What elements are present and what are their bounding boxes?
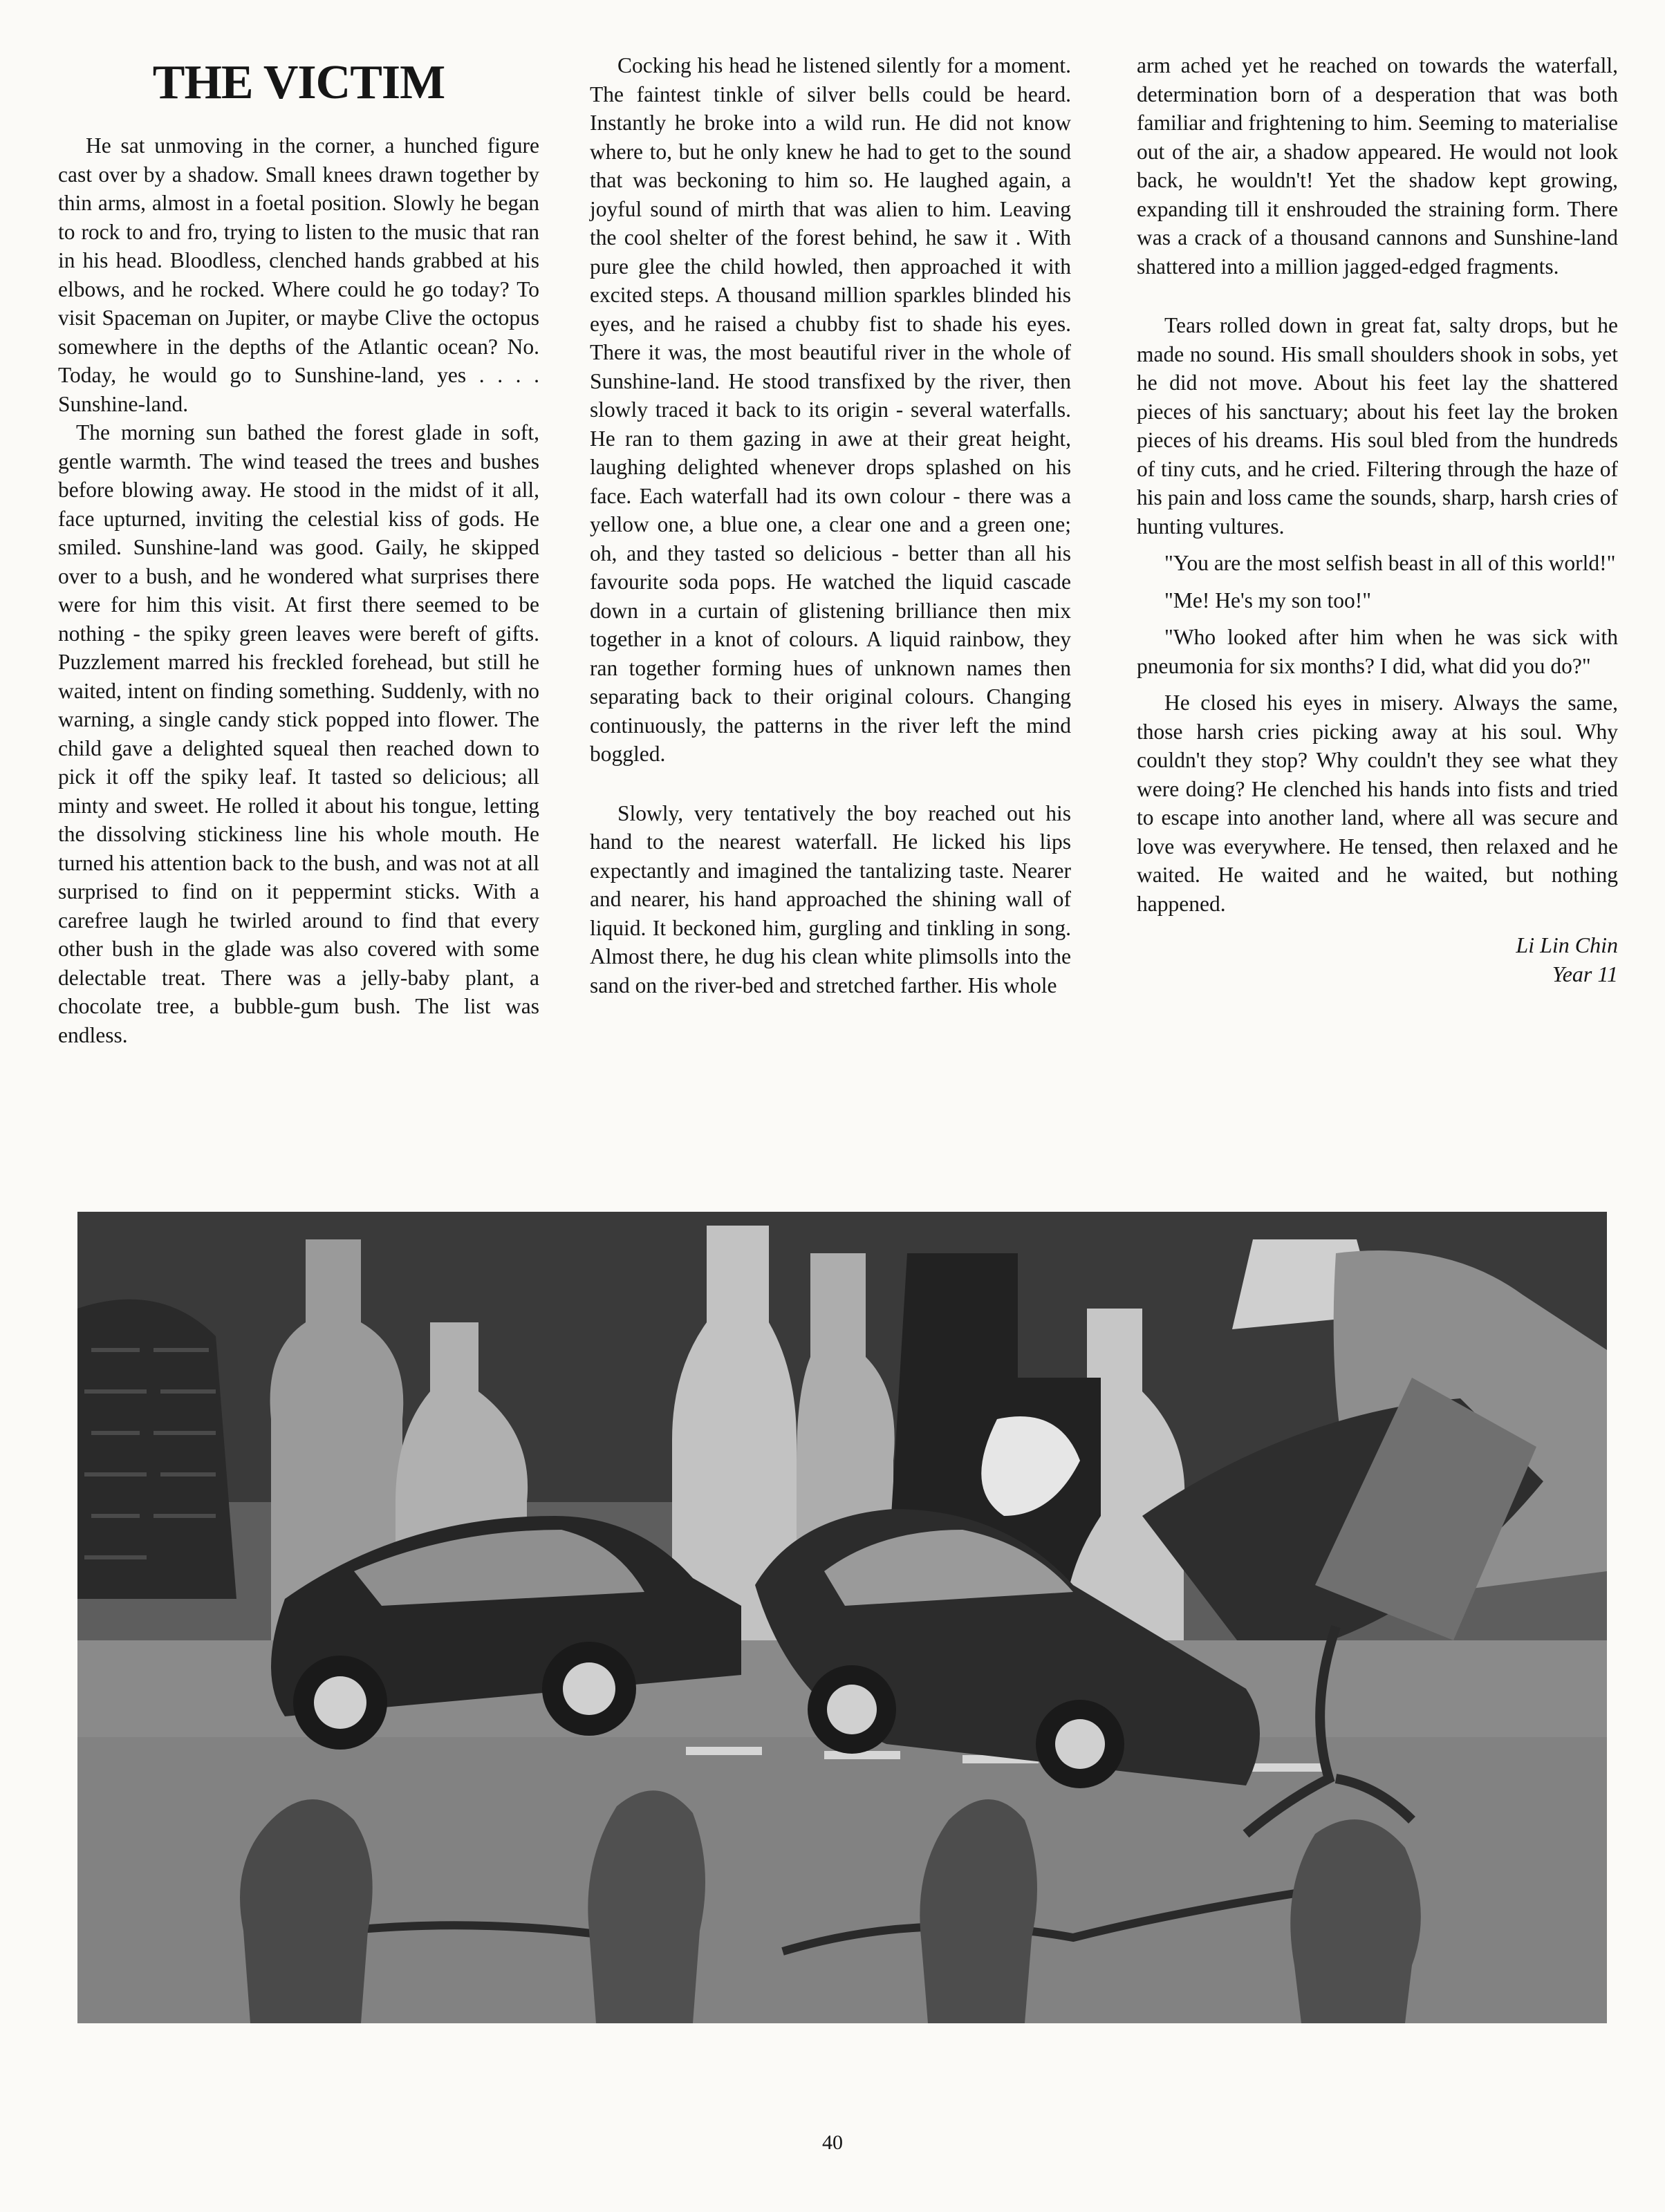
paragraph: arm ached yet he reached on towards the waterfall, determination born of a desperation that was both familiar and frightening to him. Seeming to materialise out of the air, a shadow appeared. He would not look back, he wouldn't! Yet the shadow kept growing, expanding till it enshrouded the straining form. There was a crack of a thousand cannons and Sunshine-land shattered into a million jagged-edged fragments. [1137,53,1618,279]
page-number: 40 [822,2131,843,2154]
author-signature [1137,930,1618,988]
dialogue: "Me! He's my son too!" [1164,588,1372,612]
paragraph: Cocking his head he listened silently for a moment. The faintest tinkle of silver bells could be heard. Instantly he broke into a wild run. He did not know where to, but he only knew he had to get to the sound that was beckoning to him so. He laughed again, a joyful sound of mirth that was alien to him. Leaving the cool shelter of the forest behind, he saw it . With pure glee the child howled, then approached it with excited steps. A thousand million sparkles blinded his eyes, and he raised a chubby fist to shade his eyes. There it was, the most beautiful river in the whole of Sunshine-land. He stood transfixed by the river, then slowly traced it back to its origin - several waterfalls. He ran to them gazing in awe at their great height, laughing delighted whenever drops splashed on his face. Each waterfall had its own colour - there was a yellow one, a blue one, a clear one and a green one; oh, and they tasted so delicious - better than all his favourite soda pops. He watched the liquid cascade down in a curtain of glistening brilliance then mix together in a knot of colours. A liquid rainbow, they ran together forming hues of unknown names then separating back to their original colours. Changing continuously, the patterns in the river left the mind boggled. [590,53,1071,766]
paragraph: He closed his eyes in misery. Always the same, those harsh cries picking away at his soul. Why couldn't they stop? Why couldn't they see what they were doing? He clenched his hands into fists and tried to escape into another land, where all was secure and love was everywhere. He tensed, then relaxed and he waited. He waited and he waited, but nothing happened. [1137,691,1618,916]
paragraph: Tears rolled down in great fat, salty drops, but he made no sound. His small shoulders shook in sobs, yet he did not move. About his feet lay the shattered pieces of his sanctuary; about his feet lay the broken pieces of his dreams. His soul bled from the hundreds of tiny cuts, and he cried. Filtering through the haze of his pain and loss came the sounds, sharp, harsh cries of hunting vultures. [1137,313,1618,538]
artwork-painting [77,1212,1607,2023]
paragraph: Slowly, very tentatively the boy reached out his hand to the nearest waterfall. He licked his lips expectantly and imagined the tantalizing taste. Nearer and nearer, his hand approached the shining wall of liquid. It beckoned him, gurgling and tinkling in song. Almost there, he dug his clean white plimsolls into the sand on the river-bed and stretched farther. His whole [590,800,1071,997]
author-year: Year 11 [1552,962,1618,986]
column-3 [1137,51,1618,988]
paragraph: He sat unmoving in the corner, a hunched figure cast over by a shadow. Small knees drawn together by thin arms, almost in a foetal position. Slowly he began to rock to and fro, trying to listen to the music that ran in his head. Bloodless, clenched hands grabbed at his elbows, and he rocked. Where could he go today? To visit Spaceman on Jupiter, or maybe Clive the octopus somewhere in the depths of the Atlantic ocean? No. Today, he would go to Sunshine-land, yes . . . . Sunshine-land. [58,133,539,416]
dialogue: "You are the most selfish beast in all of this world!" [1164,551,1616,575]
article-title: THE VICTIM [152,56,445,109]
paragraph: The morning sun bathed the forest glade in soft, gentle warmth. The wind teased the trees and bushes before blowing away. He stood in the midst of it all, face upturned, inviting the celestial kiss of gods. He smiled. Sunshine-land was good. Gaily, he skipped over to a bush, and he wondered what surprises there were for him this visit. At first there seemed to be nothing - the spiky green leaves were bereft of gifts. Puzzlement marred his freckled forehead, but still he waited, intent on finding something. Suddenly, with no warning, a single candy stick popped into flower. The child gave a delighted squeal then reached down to pick it off the spiky leaf. It tasted so delicious; all minty and sweet. He rolled it about his tongue, letting the dissolving stickiness line his whole mouth. He turned his attention back to the bush, and was not at all surprised to find on it peppermint sticks. With a carefree laugh he twirled around to find that every other bush in the glade was also covered with some delectable treat. There was a jelly-baby plant, a chocolate tree, a bubble-gum bush. The list was endless. [58,420,539,1047]
author-name: Li Lin Chin [1516,932,1618,957]
artwork-illustration [77,1212,1607,2023]
column-1 [58,51,539,1049]
dialogue: "Who looked after him when he was sick with pneumonia for six months? I did, what did you do?" [1137,625,1618,678]
column-2 [590,51,1071,1000]
